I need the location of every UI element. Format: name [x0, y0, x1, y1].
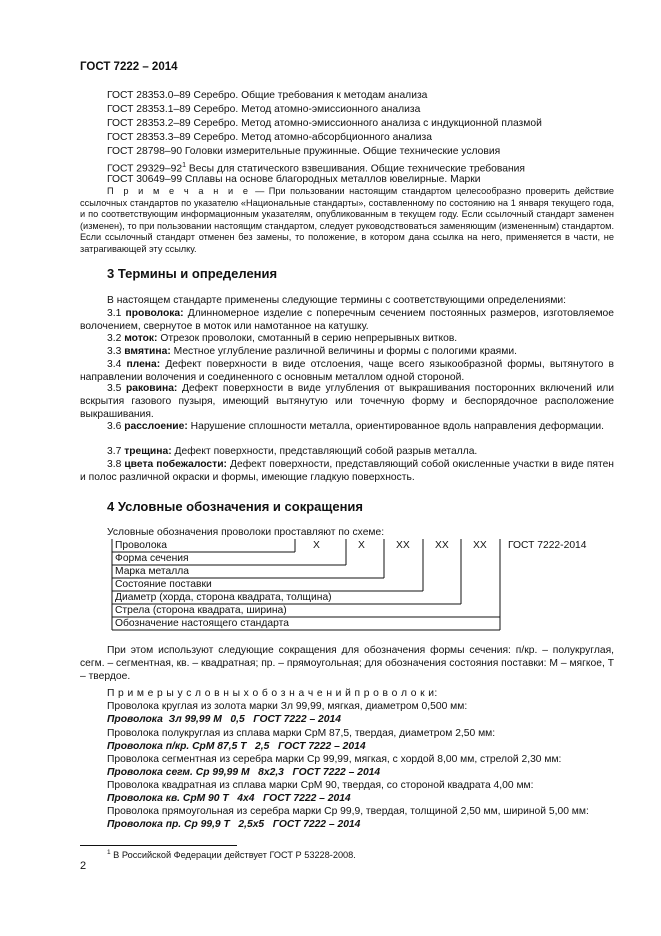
- footnote-number: 1: [107, 849, 111, 856]
- reference-title: Весы для статического взвешивания. Общие технические требования: [185, 163, 525, 175]
- scheme-top-label: Х: [358, 540, 365, 551]
- term-name: раковина:: [125, 383, 178, 394]
- term-def: Длинномерное изделие с поперечным сечением постоянных размеров, изготовляемое волочением, свернутое в моток или намотанное на катушку.: [80, 308, 614, 332]
- term-def: Дефект поверхности, представляющий собой разрыв металла.: [171, 446, 478, 457]
- scheme-top-label: ХХ: [435, 540, 449, 551]
- reference-item: ГОСТ 28353.0–89 Серебро. Общие требования к методам анализа: [107, 90, 428, 101]
- scheme-top-label: Х: [313, 540, 320, 551]
- reference-item: ГОСТ 28353.2–89 Серебро. Метод атомно-эмиссионного анализа с индукционной плазмой: [107, 118, 542, 129]
- term-number: 3.5: [107, 383, 126, 394]
- term-name: проволока:: [125, 308, 184, 319]
- term-name: трещина:: [124, 446, 172, 457]
- scheme-row-label: Диаметр (хорда, сторона квадрата, толщина): [115, 592, 332, 603]
- scheme-top-label: ГОСТ 7222-2014: [508, 540, 587, 551]
- term-name: расслоение:: [124, 421, 188, 432]
- term-def: Дефект поверхности в виде отслоения, чаще всего языкообразной формы, вытянутого в направлении волочения и соединенного с основным металлом одной стороной.: [80, 359, 614, 383]
- section-3-heading: 3 Термины и определения: [107, 266, 278, 281]
- term-number: 3.8: [107, 459, 125, 470]
- note-label: П р и м е ч а н и е: [107, 186, 251, 196]
- term-name: вмятина:: [124, 346, 171, 357]
- note-text: — При пользовании настоящим стандартом целесообразно проверить действие ссылочных стандартов по указателю «Национальные стандарты», составленному по состоянию на 1 января текущего года, и по соответствующим информационным указателям, опубликованным в текущем году. Если ссылочный стандарт заменен (изменен), то при пользовании настоящим стандартом, следует руководствоваться заменяющим (измененным) стандартом. Если ссылочный стандарт отменен без замены, то положение, в котором дана ссылка на него, применяется в части, не затрагивающей эту ссылку.: [80, 186, 614, 254]
- scheme-top-label: ХХ: [473, 540, 487, 551]
- term-name: моток:: [124, 333, 158, 344]
- section-3-intro: В настоящем стандарте применены следующие термины с соответствующими определениями:: [107, 295, 567, 306]
- term-number: 3.3: [107, 346, 125, 357]
- term-def: Отрезок проволоки, смотанный в серию непрерывных витков.: [157, 333, 458, 344]
- examples-heading: П р и м е р ы у с л о в н ы х о б о з н а ч е н и й п р о в о л о к и:: [107, 688, 438, 699]
- abbreviations-paragraph: При этом используют следующие сокращения для обозначения формы сечения: п/кр. – полукруглая, сегм. – сегментная, кв. – квадратная; пр. – прямоугольная; для обозначения состояния поставки: М – мягкое, Т – твердое.: [80, 645, 614, 682]
- reference-code: ГОСТ 29329–92: [107, 163, 183, 175]
- term-def: Дефект поверхности, представляющий собой окисленные участки в виде пятен и полос различной окраски и формы, имеющие гладкую поверхность.: [80, 459, 614, 483]
- reference-item: ГОСТ 28353.1–89 Серебро. Метод атомно-эмиссионного анализа: [107, 104, 421, 115]
- reference-item: ГОСТ 28353.3–89 Серебро. Метод атомно-абсорбционного анализа: [107, 132, 432, 143]
- scheme-row-label: Марка металла: [115, 566, 189, 577]
- footnote-marker: 1: [182, 162, 186, 169]
- example-description: Проволока прямоугольная из серебра марки Ср 99,9, твердая, толщиной 2,50 мм, шириной 5,00 мм:: [107, 806, 589, 817]
- example-designation: Проволока пр. Ср 99,9 Т 2,5х5 ГОСТ 7222 – 2014: [107, 819, 361, 830]
- example-designation: Проволока Зл 99,99 М 0,5 ГОСТ 7222 – 2014: [107, 714, 341, 725]
- term-def: Дефект поверхности в виде углубления от выкрашивания посторонних включений или вскрытия газового пузыря, имеющий вытянутую или точечную форму и беспорядочное расположение выкрашивания.: [80, 383, 614, 420]
- page-number: 2: [80, 860, 87, 872]
- example-designation: Проволока кв. СрМ 90 Т 4х4 ГОСТ 7222 – 2014: [107, 793, 351, 804]
- footnote-text: В Российской Федерации действует ГОСТ Р 53228-2008.: [110, 850, 356, 861]
- term-name: цвета побежалости:: [124, 459, 227, 470]
- term-number: 3.1: [107, 308, 126, 319]
- scheme-top-label: ХХ: [396, 540, 410, 551]
- scheme-row-label: Форма сечения: [115, 553, 189, 564]
- term-def: Нарушение сплошности металла, ориентированное вдоль направления деформации.: [187, 421, 604, 432]
- term-number: 3.6: [107, 421, 125, 432]
- scheme-row-label: Состояние поставки: [115, 579, 212, 590]
- scheme-row-label: Стрела (сторона квадрата, ширина): [115, 605, 287, 616]
- term-def: Местное углубление различной величины и формы с пологими краями.: [170, 346, 517, 357]
- example-description: Проволока полукруглая из сплава марки СрМ 87,5, твердая, диаметром 2,50 мм:: [107, 728, 496, 739]
- term-number: 3.4: [107, 359, 127, 370]
- example-designation: Проволока п/кр. СрМ 87,5 Т 2,5 ГОСТ 7222 – 2014: [107, 741, 366, 752]
- example-description: Проволока сегментная из серебра марки Ср 99,99, мягкая, с хордой 8,00 мм, стрелой 2,30 мм:: [107, 754, 562, 765]
- section-4-heading: 4 Условные обозначения и сокращения: [107, 499, 364, 514]
- document-header: ГОСТ 7222 – 2014: [80, 61, 178, 73]
- example-description: Проволока квадратная из сплава марки СрМ 90, твердая, со стороной квадрата 4,00 мм:: [107, 780, 534, 791]
- term-number: 3.7: [107, 446, 125, 457]
- scheme-top-label: Проволока: [115, 540, 168, 551]
- section-4-intro: Условные обозначения проволоки проставляют по схеме:: [107, 527, 385, 538]
- example-description: Проволока круглая из золота марки Зл 99,99, мягкая, диаметром 0,500 мм:: [107, 701, 468, 712]
- example-designation: Проволока сегм. Ср 99,99 М 8х2,3 ГОСТ 7222 – 2014: [107, 767, 381, 778]
- scheme-row-label: Обозначение настоящего стандарта: [115, 618, 289, 629]
- footnote: [107, 849, 356, 860]
- reference-item: ГОСТ 28798–90 Головки измерительные пружинные. Общие технические условия: [107, 146, 501, 157]
- footnote-separator: [80, 845, 237, 846]
- term-number: 3.2: [107, 333, 125, 344]
- reference-item: ГОСТ 30649–99 Сплавы на основе благородных металлов ювелирные. Марки: [107, 174, 481, 185]
- term-name: плена:: [126, 359, 161, 370]
